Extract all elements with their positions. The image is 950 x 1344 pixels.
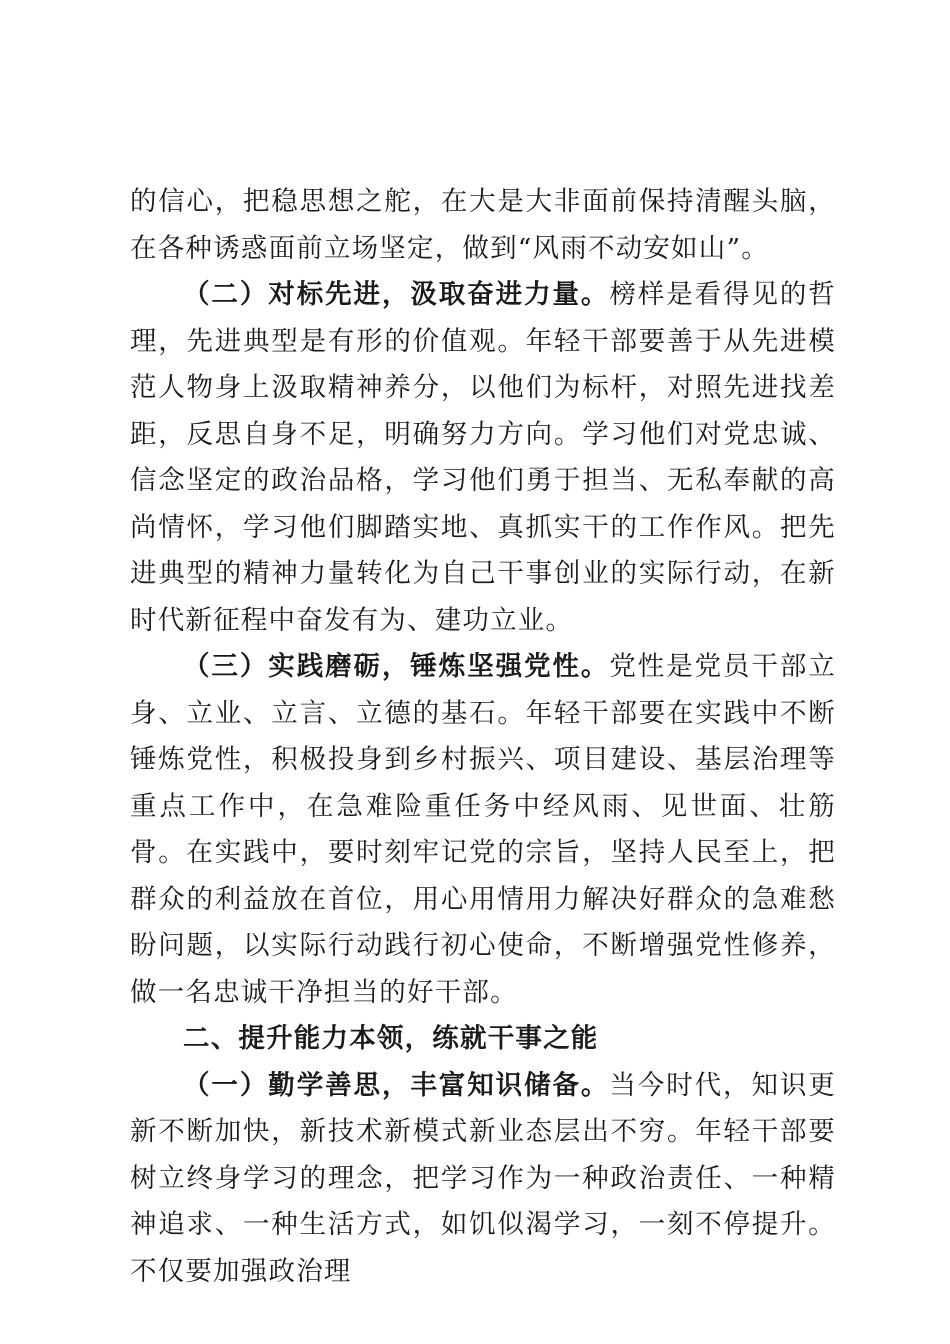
paragraph-continued: [130, 179, 836, 272]
paragraph-lead-heading: （三）实践磨砺，锤炼坚强党性。: [183, 651, 610, 682]
paragraph-section-2: [130, 272, 836, 644]
document-body: [130, 179, 836, 1295]
section-heading: 二、提升能力本领，练就干事之能: [183, 1023, 599, 1054]
paragraph-text: 榜样是看得见的哲理，先进典型是有形的价值观。年轻干部要善于从先进模范人物身上汲取精神养分，以他们为标杆，对照先进找差距，反思自身不足，明确努力方向。学习他们对党忠诚、信念坚定的政治品格，学习他们勇于担当、无私奉献的高尚情怀，学习他们脚踏实地、真抓实干的工作作风。把先进典型的精神力量转化为自己干事创业的实际行动，在新时代新征程中奋发有为、建功立业。: [130, 279, 836, 636]
paragraph-text: 当今时代，知识更新不断加快，新技术新模式新业态层出不穷。年轻干部要树立终身学习的理念，把学习作为一种政治责任、一种精神追求、一种生活方式，如饥似渴学习，一刻不停提升。不仅要加强政治理: [130, 1069, 836, 1287]
paragraph-section-3: [130, 644, 836, 1016]
paragraph-lead-heading: （二）对标先进，汲取奋进力量。: [183, 279, 610, 310]
paragraph-text: 的信心，把稳思想之舵，在大是大非面前保持清醒头脑，在各种诱惑面前立场坚定，做到“风雨不动安如山”。: [130, 186, 836, 264]
paragraph-lead-heading: （一）勤学善思，丰富知识储备。: [183, 1069, 610, 1101]
paragraph-text: 党性是党员干部立身、立业、立言、立德的基石。年轻干部要在实践中不断锤炼党性，积极投身到乡村振兴、项目建设、基层治理等重点工作中，在急难险重任务中经风雨、见世面、壮筋骨。在实践中，要时刻牢记党的宗旨，坚持人民至上，把群众的利益放在首位，用心用情用力解决好群众的急难愁盼问题，以实际行动践行初心使命，不断增强党性修养，做一名忠诚干净担当的好干部。: [130, 651, 836, 1008]
paragraph-subsection-1: [130, 1063, 836, 1296]
